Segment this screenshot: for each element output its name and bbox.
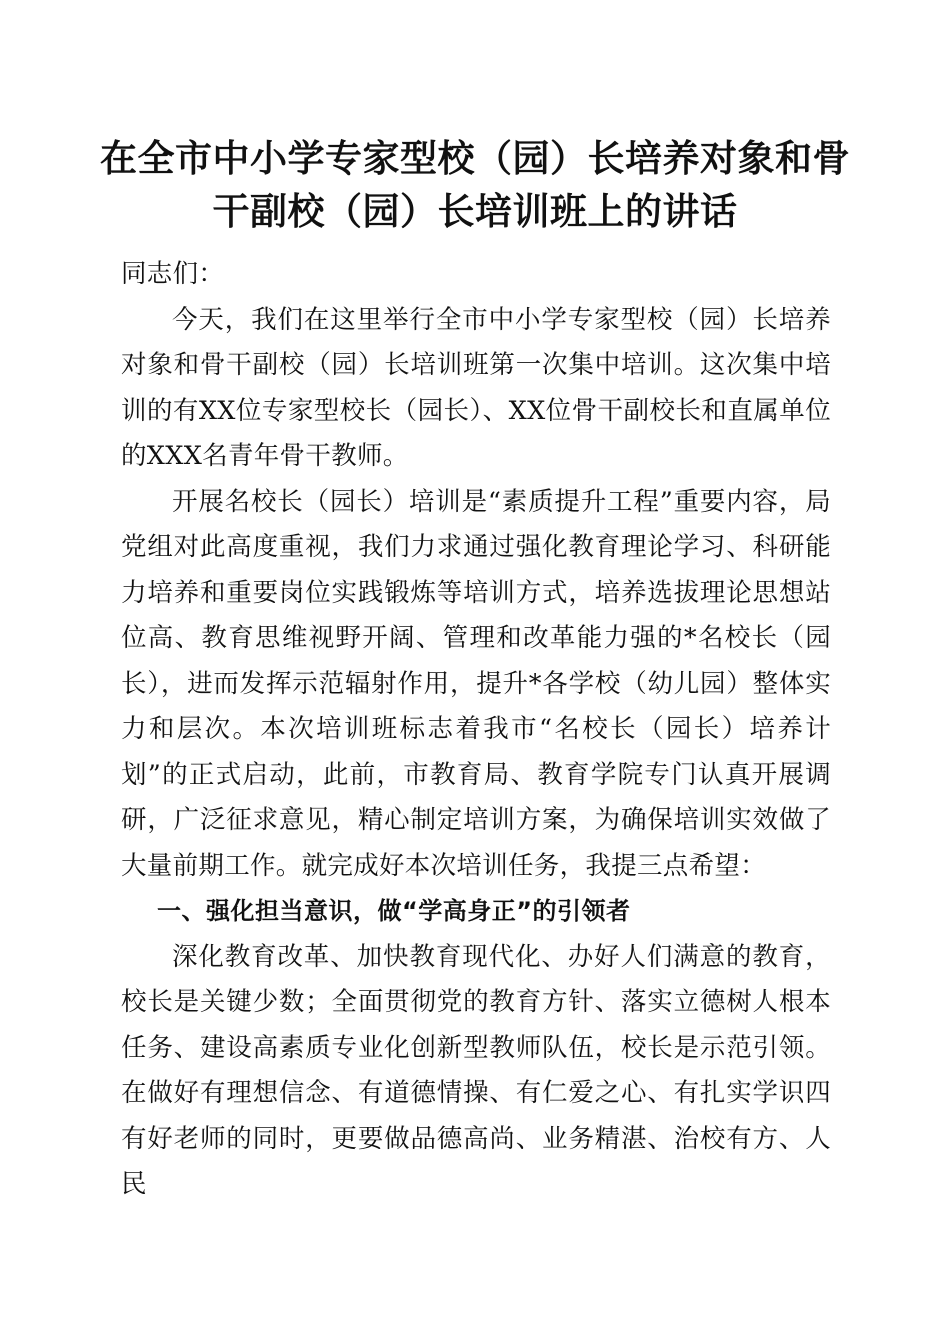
title-line-1: 在全市中小学专家型校（园）长培养对象和骨 <box>100 136 850 180</box>
title-line-2: 干副校（园）长培训班上的讲话 <box>212 189 738 233</box>
section-heading-1: 一、强化担当意识，做“学高身正”的引领者 <box>157 897 631 925</box>
paragraph-training-background: 开展名校长（园长）培训是“素质提升工程”重要内容，局党组对此高度重视，我们力求通过强化教育理论学习、科研能力培养和重要岗位实践锻炼等培训方式，培养选拔理论思想站位高、教育思维视野开阔、管理和改革能力强的*名校长（园长），进而发挥示范辐射作用，提升*各学校（幼儿园）整体实力和层次。本次培训班标志着我市“名校长（园长）培养计划”的正式启动，此前，市教育局、教育学院专门认真开展调研，广泛征求意见，精心制定培训方案，为确保培训实效做了大量前期工作。就完成好本次培训任务，我提三点希望： <box>121 486 831 881</box>
salutation: 同志们： <box>121 259 225 289</box>
paragraph-opening: 今天，我们在这里举行全市中小学专家型校（园）长培养对象和骨干副校（园）长培训班第一次集中培训。这次集中培训的有XX位专家型校长（园长）、XX位骨干副校长和直属单位的XXX名青年骨干教师。 <box>121 304 831 471</box>
document-title <box>100 132 850 238</box>
section-1-paragraph: 深化教育改革、加快教育现代化、办好人们满意的教育，校长是关键少数；全面贯彻党的教育方针、落实立德树人根本任务、建设高素质专业化创新型教师队伍，校长是示范引领。在做好有理想信念、有道德情操、有仁爱之心、有扎实学识四有好老师的同时，更要做品德高尚、业务精湛、治校有方、人民 <box>121 941 831 1199</box>
document-body <box>121 252 831 1208</box>
